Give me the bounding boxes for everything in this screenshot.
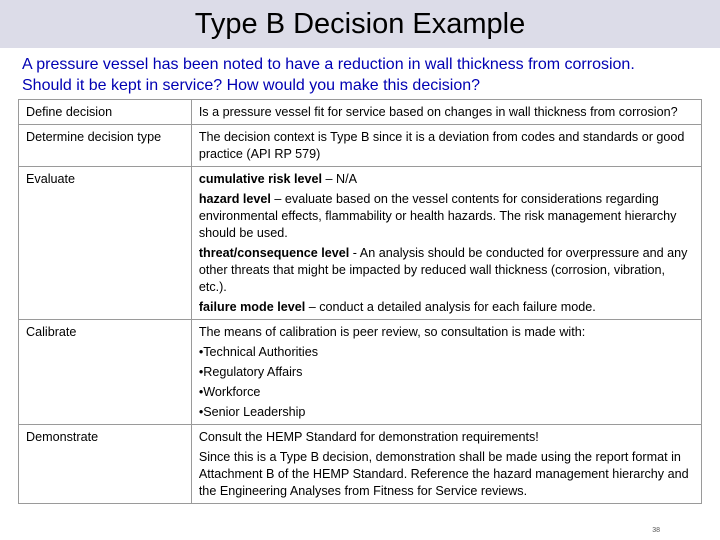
failure-mode-item xyxy=(199,299,695,316)
term-text: - An analysis should be conducted for overpressure and any other threats that might be impacted by reduced wall thickness (corrosion, vibration, etc.). xyxy=(198,246,688,294)
hazard-level-item xyxy=(199,191,695,242)
list-item: •Workforce xyxy=(198,385,261,399)
term-text: – N/A xyxy=(322,172,358,186)
row-label: Determine decision type xyxy=(19,125,192,167)
calibrate-intro: The means of calibration is peer review, so consultation is made with: xyxy=(198,325,586,339)
cumulative-risk-item xyxy=(199,171,695,188)
intro-line-2: Should it be kept in service? How would you make this decision? xyxy=(22,77,481,94)
intro-text xyxy=(22,54,718,96)
row-label: Demonstrate xyxy=(19,425,192,504)
intro-line-1: A pressure vessel has been noted to have a reduction in wall thickness from corrosion. xyxy=(22,56,635,73)
row-label: Calibrate xyxy=(19,320,192,425)
title-bar xyxy=(0,0,720,48)
threat-level-item xyxy=(199,245,695,296)
row-description xyxy=(191,320,701,425)
list-item: •Technical Authorities xyxy=(198,345,319,359)
term: hazard level xyxy=(198,192,271,206)
term-text: – conduct a detailed analysis for each failure mode. xyxy=(305,300,596,314)
decision-table xyxy=(18,99,702,504)
row-description xyxy=(191,167,701,320)
demonstrate-line-2: Since this is a Type B decision, demonstration shall be made using the report format in Attachment B of the HEMP Standard. Reference the hazard management hierarchy and the Engineering Analyses from Fitness for Service reviews. xyxy=(198,450,689,498)
term: cumulative risk level xyxy=(198,172,323,186)
table-row-calibrate xyxy=(19,320,702,425)
demonstrate-line-1: Consult the HEMP Standard for demonstration requirements! xyxy=(198,430,539,444)
row-description xyxy=(191,425,701,504)
row-label: Evaluate xyxy=(19,167,192,320)
list-item: •Regulatory Affairs xyxy=(198,365,303,379)
table-row-determine xyxy=(19,125,702,167)
term-text: – evaluate based on the vessel contents for considerations regarding environmental effects, flammability or health hazards. The risk management hierarchy should be used. xyxy=(198,192,677,240)
row-label: Define decision xyxy=(19,100,192,125)
page-number: 38 xyxy=(652,527,660,534)
row-description: The decision context is Type B since it is a deviation from codes and standards or good practice (API RP 579) xyxy=(191,125,701,167)
table-row-demonstrate xyxy=(19,425,702,504)
row-description: Is a pressure vessel fit for service based on changes in wall thickness from corrosion? xyxy=(191,100,701,125)
slide-title: Type B Decision Example xyxy=(194,8,526,40)
term: failure mode level xyxy=(198,300,306,314)
table-row-define xyxy=(19,100,702,125)
list-item: •Senior Leadership xyxy=(198,405,306,419)
term: threat/consequence level xyxy=(198,246,350,260)
table-row-evaluate xyxy=(19,167,702,320)
